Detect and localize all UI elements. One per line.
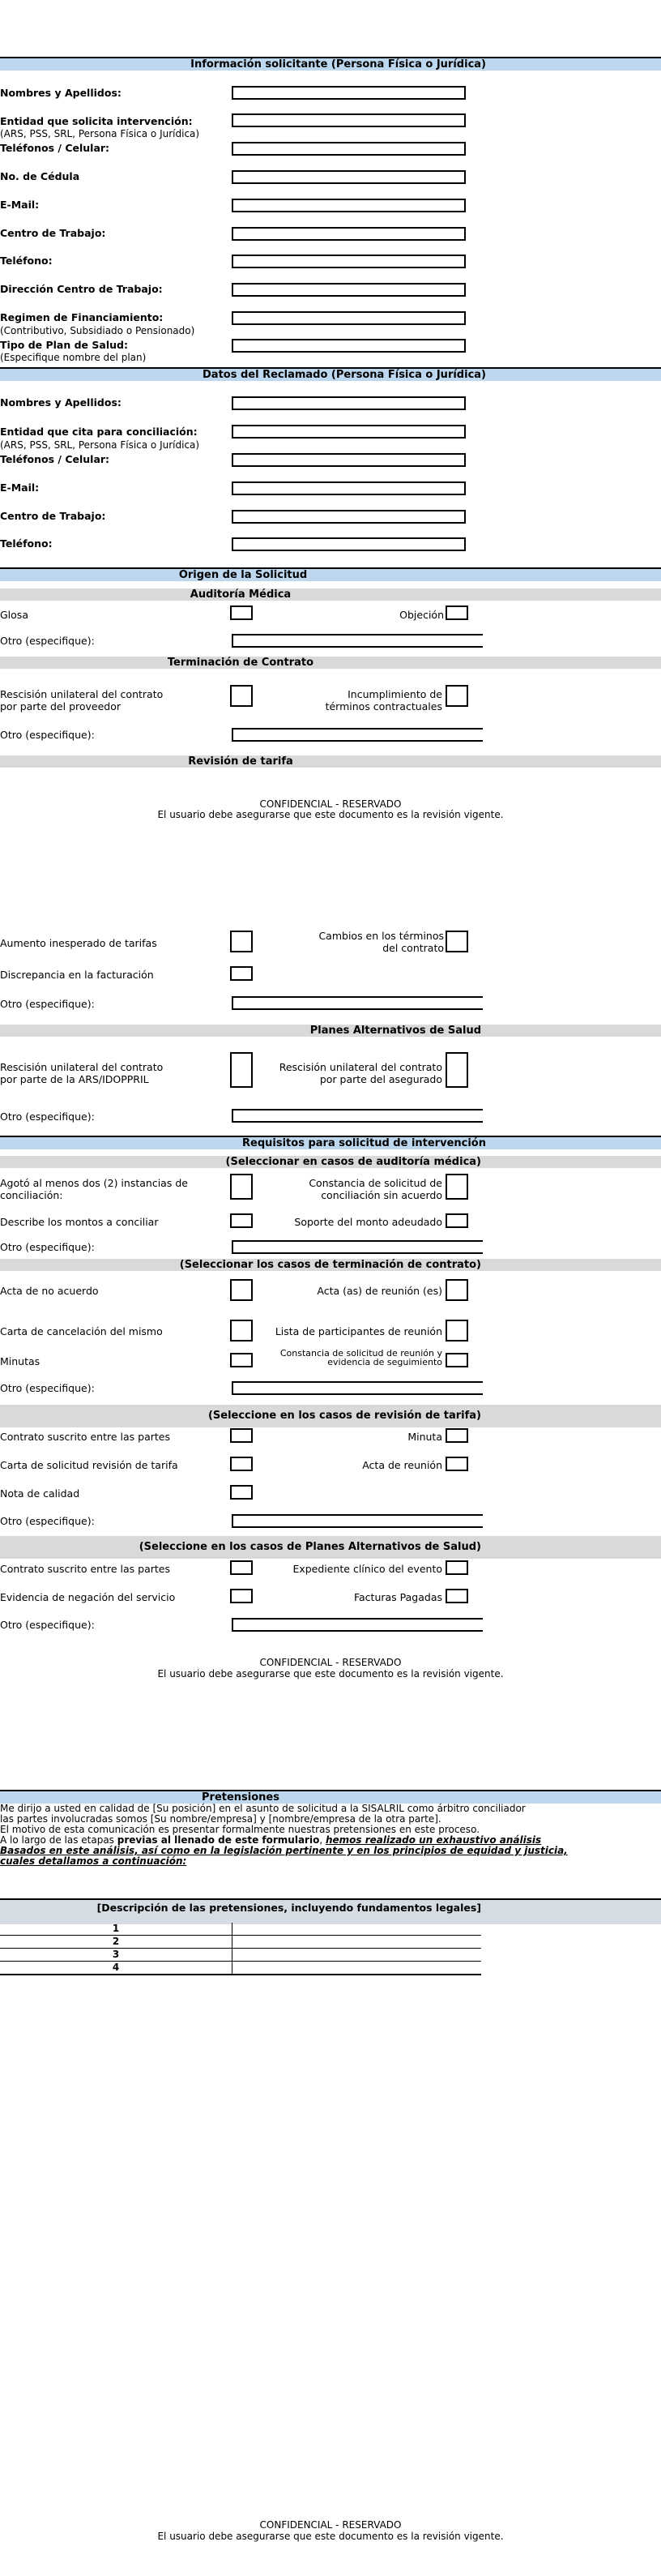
label-constancia-reunion-1: Constancia de solicitud de reunión y (279, 1348, 442, 1359)
label-constancia-1: Constancia de solicitud de (309, 1177, 442, 1189)
footer-aviso-2: El usuario debe asegurarse que este documento es la revisión vigente. (157, 1668, 504, 1680)
field-reclamado-telefono[interactable] (232, 537, 466, 551)
label-minuta: Minuta (407, 1431, 442, 1443)
checkbox-carta-revision[interactable] (230, 1457, 253, 1471)
label-rescision-asegurado-1: Rescisión unilateral del contrato (279, 1061, 442, 1073)
label-reclamado-entidad-sub: (ARS, PSS, SRL, Persona Física o Jurídica) (0, 439, 200, 451)
field-solicitante-direccion[interactable] (232, 283, 466, 297)
field-req-planes-otro[interactable] (232, 1618, 483, 1632)
label-aumento: Aumento inesperado de tarifas (0, 937, 157, 949)
table-row[interactable] (0, 1949, 481, 1962)
label-soporte: Soporte del monto adeudado (294, 1216, 442, 1228)
pretensiones-linea-3: El motivo de esta comunicación es presentar formalmente nuestras pretensiones en este proceso. (0, 1824, 480, 1835)
pretensiones-linea-4c: , (319, 1834, 326, 1846)
footer-confidencial-2: CONFIDENCIAL - RESERVADO (259, 1657, 402, 1668)
pretensiones-linea-4b: previas al llenado de este formulario (117, 1834, 320, 1846)
checkbox-minuta[interactable] (446, 1428, 468, 1443)
field-reclamado-telefonos[interactable] (232, 453, 466, 467)
label-acta-reunion-es: Acta (as) de reunión (es) (317, 1285, 442, 1297)
field-terminacion-otro[interactable] (232, 728, 483, 742)
label-req-terminacion-otro: Otro (especifique): (0, 1382, 95, 1394)
footer-confidencial-1: CONFIDENCIAL - RESERVADO (259, 798, 402, 810)
field-reclamado-entidad[interactable] (232, 425, 466, 439)
field-solicitante-telefonos[interactable] (232, 142, 466, 156)
label-auditoria-otro: Otro (especifique): (0, 635, 95, 647)
label-carta-revision: Carta de solicitud revisión de tarifa (0, 1459, 178, 1471)
label-carta-cancelacion: Carta de cancelación del mismo (0, 1325, 163, 1337)
label-agoto-2: conciliación: (0, 1189, 63, 1201)
label-agoto-1: Agotó al menos dos (2) instancias de (0, 1177, 188, 1189)
field-reclamado-email[interactable] (232, 481, 466, 495)
subsection-req-terminacion: (Seleccionar los casos de terminación de contrato) (0, 1259, 661, 1271)
checkbox-glosa[interactable] (230, 605, 253, 620)
section-requisitos-header: Requisitos para solicitud de intervención (0, 1136, 661, 1149)
field-auditoria-otro[interactable] (232, 634, 483, 648)
label-terminacion-otro: Otro (especifique): (0, 729, 95, 741)
checkbox-acta-no-acuerdo[interactable] (230, 1279, 253, 1301)
pretensiones-linea-2: las partes involucradas somos [Su nombre/empresa] y [nombre/empresa de la otra parte]. (0, 1813, 441, 1825)
field-solicitante-entidad[interactable] (232, 113, 466, 127)
row-number: 4 (0, 1962, 232, 1974)
label-constancia-reunion (280, 1349, 442, 1367)
label-tipo-plan: Tipo de Plan de Salud: (0, 339, 128, 351)
checkbox-nota-calidad[interactable] (230, 1485, 253, 1500)
field-solicitante-regimen[interactable] (232, 311, 466, 325)
checkbox-soporte[interactable] (446, 1213, 468, 1228)
field-revision-otro[interactable] (232, 996, 483, 1010)
label-telefonos: Teléfonos / Celular: (0, 142, 110, 154)
label-cambios-2: del contrato (382, 942, 444, 954)
checkbox-describe[interactable] (230, 1213, 253, 1228)
label-constancia-2: conciliación sin acuerdo (321, 1189, 442, 1201)
label-tipo-plan-sub: (Especifique nombre del plan) (0, 352, 147, 363)
label-minutas: Minutas (0, 1355, 41, 1367)
checkbox-acta-reunion[interactable] (446, 1457, 468, 1471)
label-reclamado-email: E-Mail: (0, 481, 40, 494)
footer-confidencial-3: CONFIDENCIAL - RESERVADO (259, 2519, 402, 2531)
checkbox-lista-participantes[interactable] (446, 1320, 468, 1341)
label-nota-calidad: Nota de calidad (0, 1487, 80, 1500)
checkbox-acta-reunion-es[interactable] (446, 1279, 468, 1301)
label-rescision-asegurado-2: por parte del asegurado (319, 1073, 442, 1085)
checkbox-expediente[interactable] (446, 1560, 468, 1575)
label-incumplimiento-2: términos contractuales (325, 700, 442, 712)
label-reclamado-entidad: Entidad que cita para conciliación: (0, 426, 198, 438)
row-number: 1 (0, 1923, 232, 1935)
label-reclamado-telefono: Teléfono: (0, 537, 53, 550)
row-number: 2 (0, 1936, 232, 1948)
section-origen-header: Origen de la Solicitud (0, 567, 661, 581)
checkbox-discrepancia[interactable] (230, 966, 253, 981)
checkbox-rescision-ars[interactable] (230, 1052, 253, 1088)
label-facturas: Facturas Pagadas (353, 1591, 442, 1603)
checkbox-incumplimiento[interactable] (446, 685, 468, 707)
label-req-auditoria-otro: Otro (especifique): (0, 1241, 95, 1253)
subsection-revision-tarifa: Revisión de tarifa (0, 755, 661, 768)
label-cambios-1: Cambios en los términos (318, 930, 444, 942)
label-reclamado-nombres: Nombres y Apellidos: (0, 396, 122, 409)
subsection-auditoria: Auditoría Médica (0, 588, 661, 601)
label-entidad: Entidad que solicita intervención: (0, 115, 193, 127)
section-pretensiones-header: Pretensiones (0, 1790, 661, 1804)
checkbox-rescision-proveedor[interactable] (230, 685, 253, 707)
label-regimen: Regimen de Financiamiento: (0, 311, 164, 323)
footer-aviso-1: El usuario debe asegurarse que este documento es la revisión vigente. (157, 809, 504, 820)
field-solicitante-email[interactable] (232, 199, 466, 212)
label-objecion: Objeción (399, 609, 444, 621)
checkbox-minutas[interactable] (230, 1353, 253, 1367)
field-reclamado-centro[interactable] (232, 510, 466, 524)
field-reclamado-nombres[interactable] (232, 396, 466, 410)
field-req-auditoria-otro[interactable] (232, 1240, 483, 1254)
checkbox-facturas[interactable] (446, 1589, 468, 1603)
checkbox-contrato-suscrito-planes[interactable] (230, 1560, 253, 1575)
checkbox-aumento[interactable] (230, 931, 253, 952)
label-entidad-sub: (ARS, PSS, SRL, Persona Física o Jurídica) (0, 128, 200, 139)
label-glosa: Glosa (0, 609, 28, 621)
table-row[interactable] (0, 1923, 481, 1936)
field-solicitante-centro[interactable] (232, 227, 466, 241)
checkbox-rescision-asegurado[interactable] (446, 1052, 468, 1088)
field-req-revision-otro[interactable] (232, 1514, 483, 1528)
pretensiones-linea-6: cuales detallamos a continuación: (0, 1855, 187, 1867)
checkbox-cambios[interactable] (446, 931, 468, 952)
label-acta-reunion: Acta de reunión (362, 1459, 442, 1471)
checkbox-objecion[interactable] (446, 605, 468, 620)
label-rescision-proveedor-2: por parte del proveedor (0, 700, 122, 712)
label-centro: Centro de Trabajo: (0, 227, 106, 239)
label-reclamado-centro: Centro de Trabajo: (0, 510, 106, 522)
label-telefono: Teléfono: (0, 255, 53, 267)
label-direccion: Dirección Centro de Trabajo: (0, 283, 163, 295)
label-rescision-ars-2: por parte de la ARS/IDOPPRIL (0, 1073, 149, 1085)
subsection-req-planes: (Seleccione en los casos de Planes Alternativos de Salud) (0, 1536, 661, 1559)
label-revision-otro: Otro (especifique): (0, 998, 95, 1010)
table-row[interactable] (0, 1936, 481, 1949)
subsection-req-auditoria: (Seleccionar en casos de auditoría médica) (0, 1156, 661, 1168)
checkbox-constancia[interactable] (446, 1174, 468, 1200)
field-solicitante-telefono[interactable] (232, 255, 466, 268)
label-rescision-ars-1: Rescisión unilateral del contrato (0, 1061, 164, 1073)
checkbox-constancia-reunion[interactable] (446, 1353, 468, 1367)
checkbox-contrato-suscrito[interactable] (230, 1428, 253, 1443)
pretensiones-linea-4d: hemos realizado un exhaustivo análisis (325, 1834, 542, 1846)
label-contrato-suscrito-planes: Contrato suscrito entre las partes (0, 1563, 170, 1575)
field-solicitante-tipo-plan[interactable] (232, 339, 466, 353)
field-req-terminacion-otro[interactable] (232, 1381, 483, 1395)
subsection-planes: Planes Alternativos de Salud (0, 1025, 661, 1037)
label-incumplimiento-1: Incumplimiento de (348, 688, 442, 700)
table-row[interactable] (0, 1962, 481, 1975)
row-number: 3 (0, 1949, 232, 1961)
checkbox-agoto[interactable] (230, 1174, 253, 1200)
pretensiones-linea-4a: A lo largo de las etapas (0, 1834, 117, 1846)
label-acta-no-acuerdo: Acta de no acuerdo (0, 1285, 99, 1297)
field-solicitante-nombres[interactable] (232, 86, 466, 100)
section-descripcion-header: [Descripción de las pretensiones, incluyendo fundamentos legales] (0, 1898, 661, 1924)
label-cedula: No. de Cédula (0, 170, 80, 182)
section-solicitante-header: Información solicitante (Persona Física o Jurídica) (0, 57, 661, 71)
label-rescision-proveedor-1: Rescisión unilateral del contrato (0, 688, 164, 700)
label-email: E-Mail: (0, 199, 40, 211)
label-constancia-reunion-2: evidencia de seguimiento (327, 1357, 442, 1367)
label-discrepancia: Discrepancia en la facturación (0, 969, 154, 981)
label-nombres: Nombres y Apellidos: (0, 87, 122, 99)
checkbox-evidencia-negacion[interactable] (230, 1589, 253, 1603)
label-regimen-sub: (Contributivo, Subsidiado o Pensionado) (0, 325, 195, 336)
subsection-req-revision: (Seleccione en los casos de revisión de tarifa) (0, 1405, 661, 1427)
checkbox-carta-cancelacion[interactable] (230, 1320, 253, 1341)
field-solicitante-cedula[interactable] (232, 170, 466, 184)
footer-aviso-3: El usuario debe asegurarse que este documento es la revisión vigente. (157, 2531, 504, 2542)
pretensiones-linea-5: Basados en este análisis, así como en la legislación pertinente y en los principios de equidad y justicia, (0, 1845, 568, 1856)
section-reclamado-header: Datos del Reclamado (Persona Física o Jurídica) (0, 367, 661, 381)
label-lista-participantes: Lista de participantes de reunión (275, 1325, 442, 1337)
label-contrato-suscrito: Contrato suscrito entre las partes (0, 1431, 170, 1443)
label-req-revision-otro: Otro (especifique): (0, 1515, 95, 1527)
label-evidencia-negacion: Evidencia de negación del servicio (0, 1591, 176, 1603)
label-reclamado-telefonos: Teléfonos / Celular: (0, 453, 110, 465)
label-planes-otro: Otro (especifique): (0, 1110, 95, 1123)
subsection-terminacion: Terminación de Contrato (0, 657, 661, 669)
pretensiones-linea-1: Me dirijo a usted en calidad de [Su posición] en el asunto de solicitud a la SISALRIL como árbitro conciliador (0, 1803, 526, 1814)
label-describe: Describe los montos a conciliar (0, 1216, 159, 1228)
field-planes-otro[interactable] (232, 1109, 483, 1123)
label-req-planes-otro: Otro (especifique): (0, 1619, 95, 1631)
label-expediente: Expediente clínico del evento (292, 1563, 442, 1575)
